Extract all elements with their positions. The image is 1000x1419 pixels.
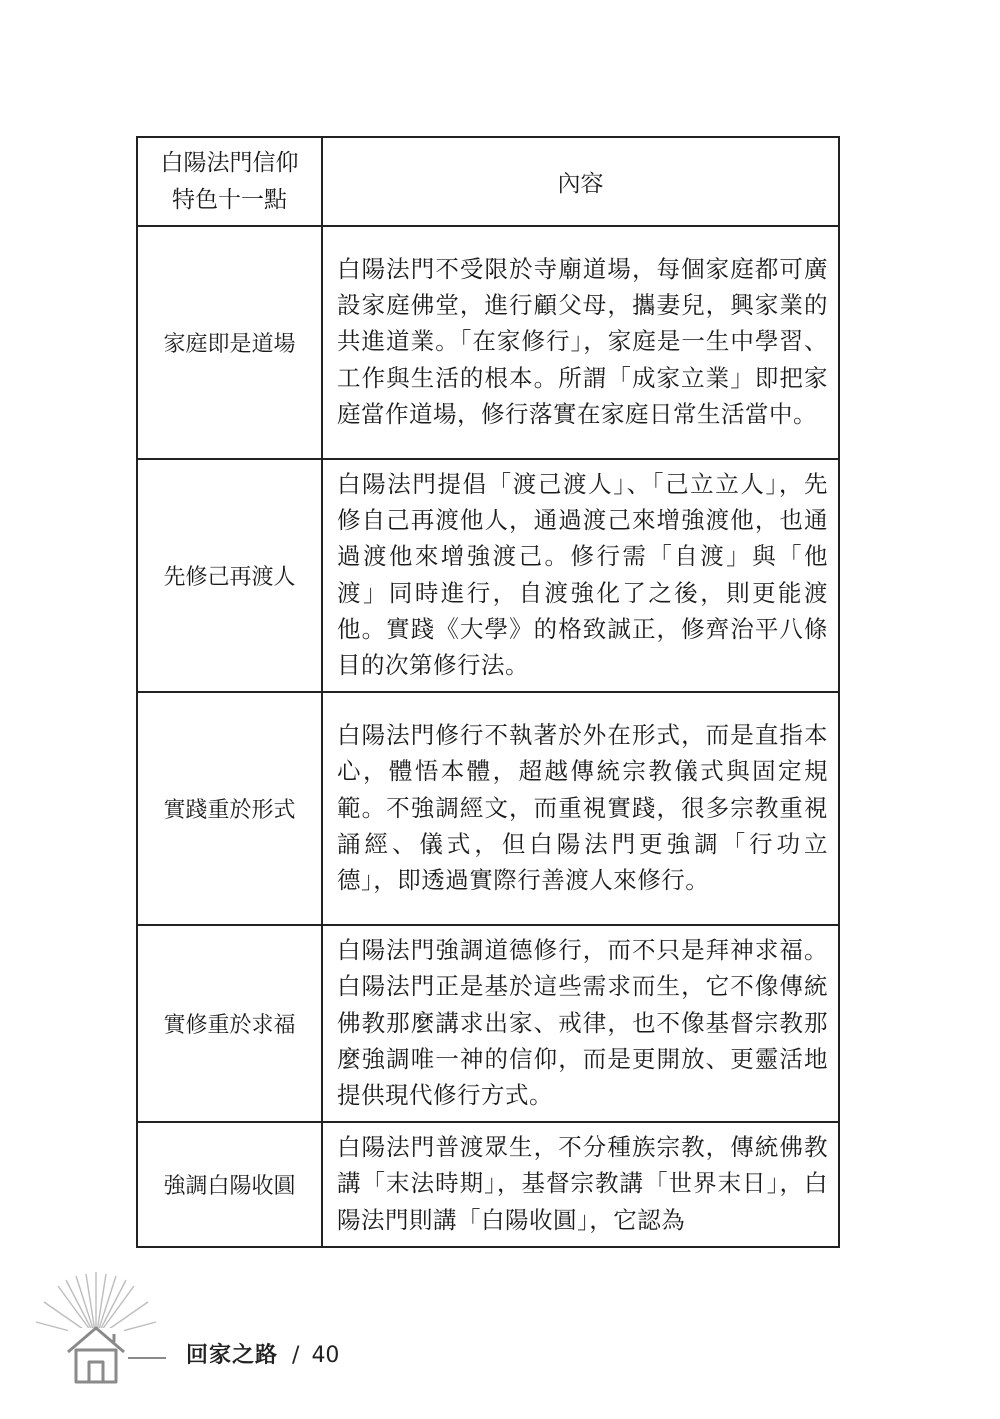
page-number: 40	[311, 1343, 340, 1368]
table-row	[137, 459, 839, 692]
content-cell: 白陽法門修行不執著於外在形式，而是直指本心，體悟本體，超越傳統宗教儀式與固定規範。不強調經文，而重視實踐，很多宗教重視誦經、儀式，但白陽法門更強調「行功立德」，即透過實際行善渡人來修行。	[322, 692, 839, 925]
table-row	[137, 925, 839, 1122]
table-header-row	[137, 137, 839, 226]
content-cell: 白陽法門不受限於寺廟道場，每個家庭都可廣設家庭佛堂，進行顧父母，攜妻兒，興家業的共進道業。「在家修行」，家庭是一生中學習、工作與生活的根本。所謂「成家立業」即把家庭當作道場，修行落實在家庭日常生活當中。	[322, 226, 839, 459]
feature-cell: 實踐重於形式	[137, 692, 322, 925]
table-row	[137, 226, 839, 459]
house-sunburst-icon	[32, 1268, 168, 1388]
header-feature-line-2: 特色十一點	[172, 186, 287, 213]
features-table	[136, 136, 840, 1248]
table-row	[137, 692, 839, 925]
header-content-cell: 內容	[322, 137, 839, 226]
feature-cell: 實修重於求福	[137, 925, 322, 1122]
footer-separator: /	[292, 1343, 300, 1368]
table-row	[137, 1122, 839, 1247]
header-feature-cell	[137, 137, 322, 226]
page-footer	[186, 1338, 339, 1369]
book-title: 回家之路	[186, 1343, 279, 1368]
header-feature-line-1: 白陽法門信仰	[160, 149, 299, 176]
content-cell: 白陽法門強調道德修行，而不只是拜神求福。白陽法門正是基於這些需求而生，它不像傳統佛教那麼講求出家、戒律，也不像基督宗教那麼強調唯一神的信仰，而是更開放、更靈活地提供現代修行方式。	[322, 925, 839, 1122]
content-cell: 白陽法門提倡「渡己渡人」、「己立立人」，先修自己再渡他人，通過渡己來增強渡他，也通過渡他來增強渡己。修行需「自渡」與「他渡」同時進行，自渡強化了之後，則更能渡他。實踐《大學》的格致誠正，修齊治平八條目的次第修行法。	[322, 459, 839, 692]
feature-cell: 強調白陽收圓	[137, 1122, 322, 1247]
content-cell: 白陽法門普渡眾生，不分種族宗教，傳統佛教講「末法時期」，基督宗教講「世界末日」，白陽法門則講「白陽收圓」，它認為	[322, 1122, 839, 1247]
feature-cell: 家庭即是道場	[137, 226, 322, 459]
feature-cell: 先修己再渡人	[137, 459, 322, 692]
